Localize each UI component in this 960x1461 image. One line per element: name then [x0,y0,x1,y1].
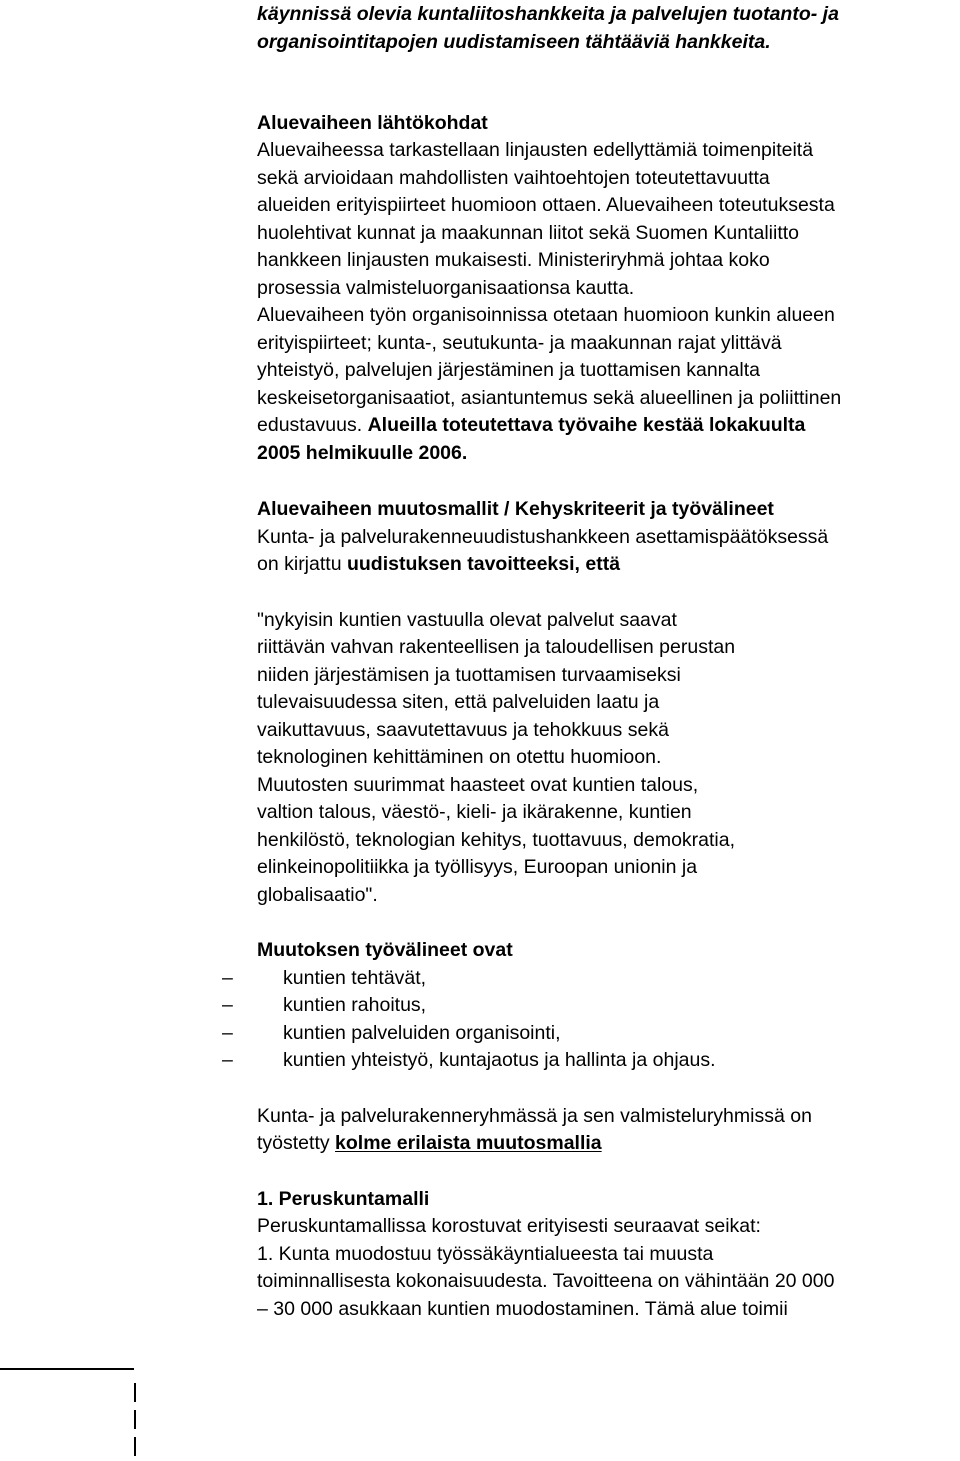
underlined-bold-text: kolme erilaista muutosmallia [335,1132,602,1154]
paragraph-line: Peruskuntamallissa korostuvat erityisesti seuraavat seikat: [257,1215,761,1237]
quote-line: vaikuttavuus, saavutettavuus ja tehokkuus sekä [257,719,669,741]
quote-line: niiden järjestämisen ja tuottamisen turvaamiseksi [257,664,681,686]
intro-line: käynnissä olevia kuntaliitoshankkeita ja palvelujen tuotanto- ja [257,3,839,25]
paragraph-line: Aluevaiheen työn organisoinnissa otetaan huomioon kunkin alueen [257,304,835,326]
paragraph-line: Aluevaiheessa tarkastellaan linjausten edellyttämiä toimenpiteitä [257,139,814,161]
list-item: kuntien palveluiden organisointi, [283,1022,561,1044]
section-heading-muutosmallit: Aluevaiheen muutosmallit / Kehyskriteerit ja työvälineet [257,498,774,520]
list-item: kuntien yhteistyö, kuntajaotus ja hallinta ja ohjaus. [283,1049,716,1071]
list-item: kuntien tehtävät, [283,967,427,989]
quote-line: valtion talous, väestö-, kieli- ja ikärakenne, kuntien [257,801,692,823]
paragraph-line: prosessia valmisteluorganisaationsa kautta. [257,277,635,299]
paragraph-line: 1. Kunta muodostuu työssäkäyntialueesta tai muusta [257,1243,714,1265]
plain-text: edustavuus. [257,414,368,436]
dash-bullet-icon: – [222,1049,233,1071]
list-item: kuntien rahoitus, [283,994,427,1016]
change-bar [134,1383,136,1402]
paragraph-line: Kunta- ja palvelurakenneuudistushankkeen asettamispäätöksessä [257,526,829,548]
quote-line: globalisaatio". [257,884,378,906]
bold-text: uudistuksen tavoitteeksi, että [346,553,621,575]
intro-line: organisointitapojen uudistamiseen tähtääviä hankkeita. [257,31,771,53]
quote-line: Muutosten suurimmat haasteet ovat kuntien talous, [257,774,699,796]
quote-line: "nykyisin kuntien vastuulla olevat palvelut saavat [257,609,677,631]
paragraph-line: huolehtivat kunnat ja maakunnan liitot sekä Suomen Kuntaliitto [257,222,800,244]
quote-line: teknologinen kehittäminen on otettu huomioon. [257,746,662,768]
quote-line: elinkeinopolitiikka ja työllisyys, Euroopan unionin ja [257,856,698,878]
change-bar [134,1437,136,1456]
paragraph-line: alueiden erityispiirteet huomioon ottaen. Aluevaiheen toteutuksesta [257,194,835,216]
paragraph-line: yhteistyö, palvelujen järjestäminen ja tuottamisen kannalta [257,359,760,381]
dash-bullet-icon: – [222,967,233,989]
dash-bullet-icon: – [222,1022,233,1044]
plain-text: on kirjattu [257,553,347,575]
paragraph-line: toiminnallisesta kokonaisuudesta. Tavoitteena on vähintään 20 000 [257,1270,835,1292]
section-heading-lahtokohdat: Aluevaiheen lähtökohdat [257,112,488,134]
quote-line: riittävän vahvan rakenteellisen ja taloudellisen perustan [257,636,736,658]
paragraph-line: Kunta- ja palvelurakenneryhmässä ja sen valmisteluryhmissä on [257,1105,812,1127]
paragraph-line [257,1130,602,1158]
bold-text: Alueilla toteutettava työvaihe kestää lokakuulta [367,414,806,436]
paragraph-line: hankkeen linjausten mukaisesti. Ministeriryhmä johtaa koko [257,249,770,271]
footnote-separator [0,1368,134,1370]
quote-line: henkilöstö, teknologian kehitys, tuottavuus, demokratia, [257,829,736,851]
paragraph-line: erityispiirteet; kunta-, seutukunta- ja maakunnan rajat ylittävä [257,332,782,354]
section-heading-peruskuntamalli: 1. Peruskuntamalli [257,1188,430,1210]
dash-bullet-icon: – [222,994,233,1016]
paragraph-line: – 30 000 asukkaan kuntien muodostaminen. Tämä alue toimii [257,1298,788,1320]
quote-line: tulevaisuudessa siten, että palveluiden laatu ja [257,691,660,713]
paragraph-line: sekä arvioidaan mahdollisten vaihtoehtojen toteutettavuutta [257,167,770,189]
bold-paragraph-line: 2005 helmikuulle 2006. [257,442,468,464]
plain-text: työstetty [257,1132,336,1154]
section-heading-tyovalineet: Muutoksen työvälineet ovat [257,939,513,961]
paragraph-line [257,551,620,579]
paragraph-line: keskeisetorganisaatiot, asiantuntemus sekä alueellinen ja poliittinen [257,387,842,409]
change-bar [134,1410,136,1429]
paragraph-line [257,412,805,440]
